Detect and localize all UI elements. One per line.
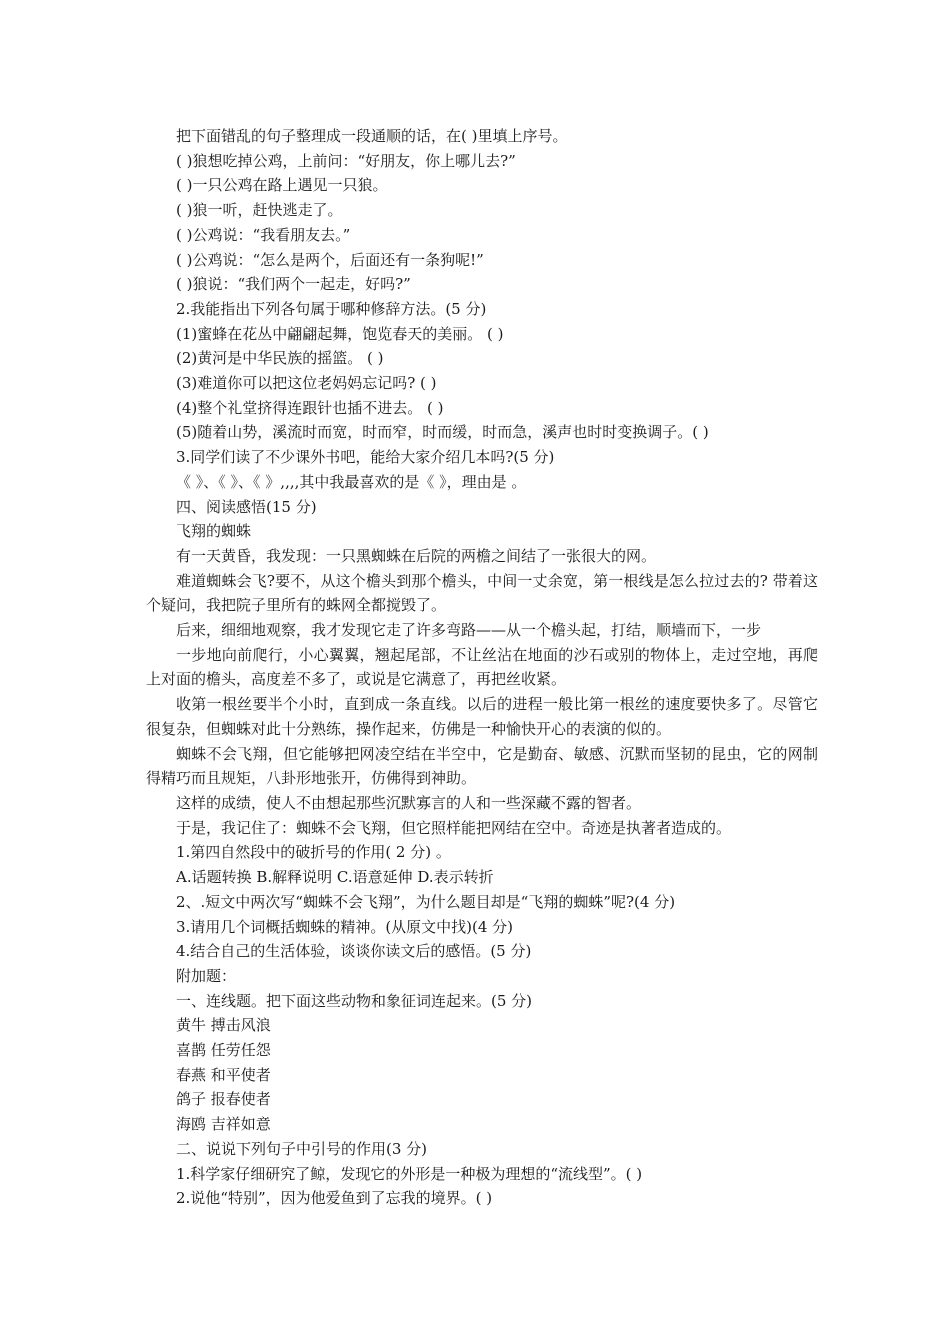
- book-blank-line: 《 》、《 》、《 》,,,,其中我最喜欢的是《 》，理由是 。: [176, 472, 527, 491]
- question-heading: 2.我能指出下列各句属于哪种修辞方法。(5 分): [176, 299, 487, 318]
- ordering-item: ( )一只公鸡在路上遇见一只狼。: [176, 176, 388, 195]
- section-heading: 四、阅读感悟(15 分): [176, 497, 317, 516]
- ordering-item: ( )狼想吃掉公鸡，上前问：“好朋友，你上哪儿去?”: [176, 151, 516, 170]
- rhetoric-item: (3)难道你可以把这位老妈妈忘记吗? ( ): [176, 374, 437, 393]
- document-body: [146, 124, 818, 1211]
- answer-options: A.话题转换 B.解释说明 C.语意延伸 D.表示转折: [176, 868, 494, 887]
- question-item: 2、.短文中两次写“蜘蛛不会飞翔”，为什么题目却是“飞翔的蜘蛛”呢?(4 分): [176, 892, 676, 911]
- rhetoric-item: (1)蜜蜂在花丛中翩翩起舞，饱览春天的美丽。 ( ): [176, 324, 504, 343]
- ordering-item: ( )狼一听，赶快逃走了。: [176, 201, 343, 220]
- question-heading: 二、说说下列句子中引号的作用(3 分): [176, 1139, 428, 1158]
- question-item: 2.说他“特别”，因为他爱鱼到了忘我的境界。( ): [176, 1189, 493, 1208]
- article-title: 飞翔的蜘蛛: [176, 522, 252, 541]
- question-item: 3.请用几个词概括蜘蛛的精神。(从原文中找)(4 分): [176, 917, 514, 936]
- question-heading: 一、连线题。把下面这些动物和象征词连起来。(5 分): [176, 991, 533, 1010]
- article-paragraph: 蜘蛛不会飞翔，但它能够把网凌空结在半空中，它是勤奋、敏感、沉默而坚韧的昆虫，它的网制得精巧而且规矩，八卦形地张开，仿佛得到神助。: [146, 744, 818, 788]
- article-paragraph: 有一天黄昏，我发现：一只黑蜘蛛在后院的两檐之间结了一张很大的网。: [176, 546, 657, 565]
- matching-item: 黄牛 搏击风浪: [176, 1016, 271, 1035]
- matching-item: 春燕 和平使者: [176, 1065, 271, 1084]
- article-paragraph: 一步地向前爬行，小心翼翼，翘起尾部，不让丝沾在地面的沙石或别的物体上，走过空地，再爬上对面的檐头，高度差不多了，或说是它满意了，再把丝收紧。: [146, 645, 818, 689]
- rhetoric-item: (4)整个礼堂挤得连跟针也插不进去。 ( ): [176, 398, 444, 417]
- rhetoric-item: (2)黄河是中华民族的摇篮。 ( ): [176, 349, 384, 368]
- question-heading: 3.同学们读了不少课外书吧，能给大家介绍几本吗?(5 分): [176, 448, 555, 467]
- article-paragraph: 于是，我记住了：蜘蛛不会飞翔，但它照样能把网结在空中。奇迹是执著者造成的。: [176, 818, 732, 837]
- question-item: 1.科学家仔细研究了鲸，发现它的外形是一种极为理想的“流线型”。( ): [176, 1164, 643, 1183]
- article-paragraph: 后来，细细地观察，我才发现它走了许多弯路——从一个檐头起，打结，顺墙而下，一步: [176, 621, 762, 640]
- matching-item: 鸽子 报春使者: [176, 1090, 271, 1109]
- ordering-item: ( )公鸡说：“我看朋友去。”: [176, 225, 351, 244]
- instruction-line: 把下面错乱的句子整理成一段通顺的话，在( )里填上序号。: [176, 127, 568, 145]
- article-paragraph: 这样的成绩，使人不由想起那些沉默寡言的人和一些深藏不露的智者。: [176, 793, 642, 812]
- article-paragraph: 难道蜘蛛会飞?要不，从这个檐头到那个檐头，中间一丈余宽，第一根线是怎么拉过去的? 带着这个疑问，我把院子里所有的蛛网全都搅毁了。: [146, 571, 818, 615]
- rhetoric-item: (5)随着山势，溪流时而宽，时而窄，时而缓，时而急，溪声也时时变换调子。( ): [176, 423, 709, 442]
- ordering-item: ( )公鸡说：“怎么是两个，后面还有一条狗呢!”: [176, 250, 484, 269]
- ordering-item: ( )狼说：“我们两个一起走，好吗?”: [176, 275, 411, 294]
- section-heading: 附加题：: [176, 966, 237, 985]
- matching-item: 海鸥 吉祥如意: [176, 1115, 271, 1134]
- article-paragraph: 收第一根丝要半个小时，直到成一条直线。以后的进程一般比第一根丝的速度要快多了。尽管它很复杂，但蜘蛛对此十分熟练，操作起来，仿佛是一种愉快开心的表演的似的。: [146, 695, 818, 738]
- matching-item: 喜鹊 任劳任怨: [176, 1041, 271, 1060]
- question-item: 1.第四自然段中的破折号的作用( 2 分) 。: [176, 843, 451, 862]
- question-item: 4.结合自己的生活体验，谈谈你读文后的感悟。(5 分): [176, 942, 532, 961]
